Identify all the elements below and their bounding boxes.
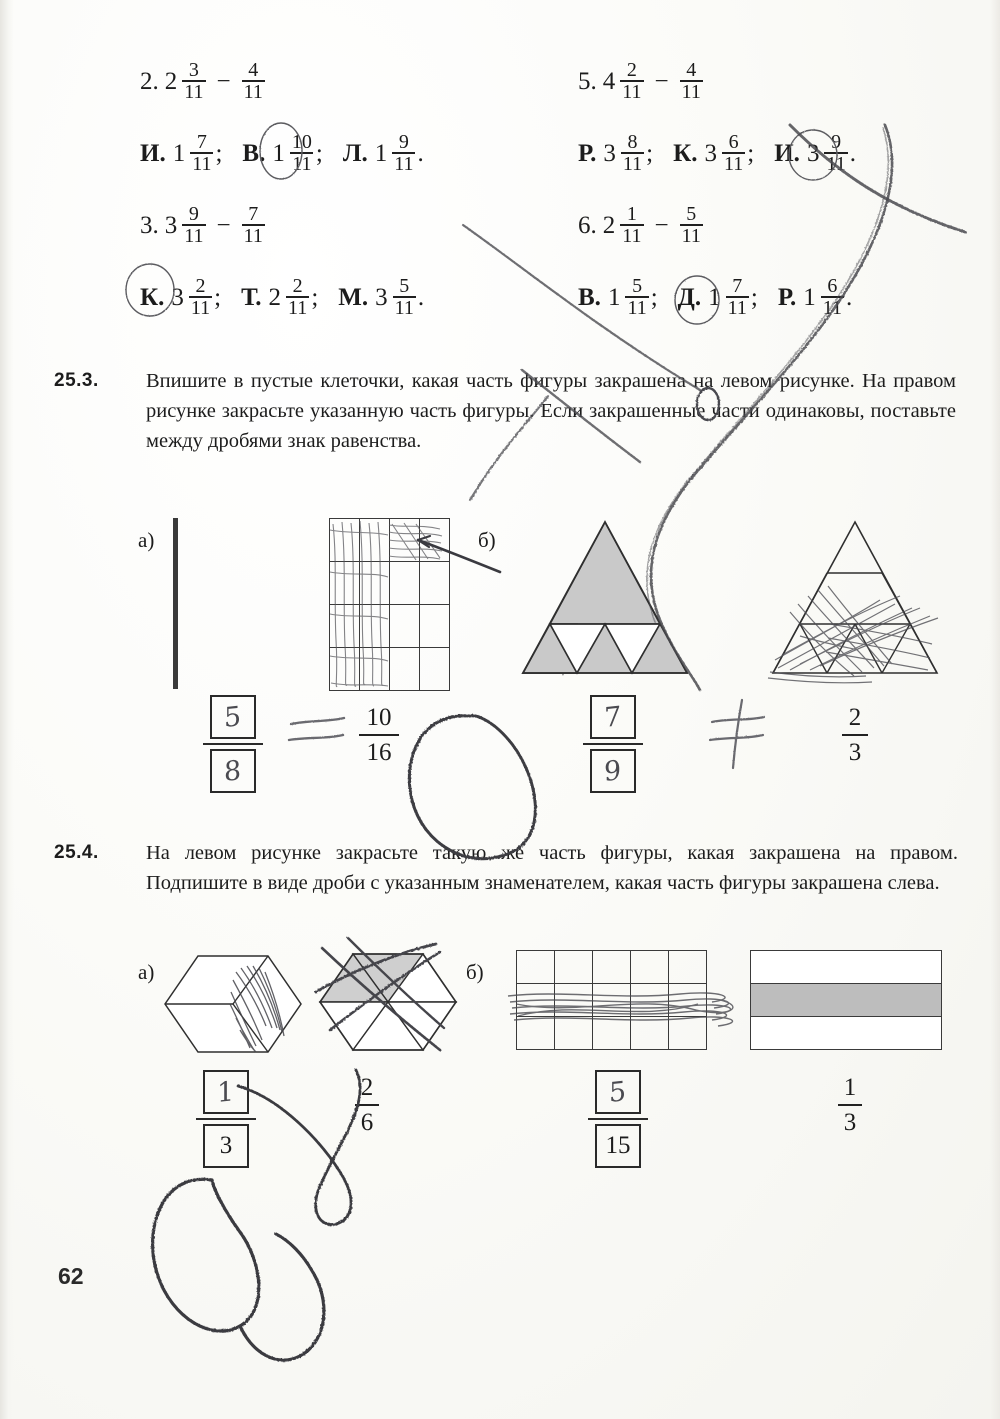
given-fraction-253a: 10 16 bbox=[352, 705, 406, 765]
part-label-b: б) bbox=[478, 528, 496, 552]
task-text: На левом рисунке закрасьте такую же часть фигуры, какая закрашена на правом. Подпишите в виде дроби с указанным знаменателем, какая часть фигуры закрашена слева. bbox=[146, 842, 958, 894]
minus-operator: − bbox=[654, 212, 669, 239]
answer-option[interactable]: И. 1 $\frac{7}{11}$ ; bbox=[140, 131, 223, 175]
answer-option[interactable]: Р. 3 $\frac{8}{11}$ ; bbox=[578, 131, 654, 175]
minus-operator: − bbox=[216, 68, 231, 95]
task-number: 25.3. bbox=[54, 370, 99, 391]
triangle-subdivided-shaded bbox=[505, 518, 705, 678]
exercise-column-right bbox=[578, 46, 1000, 334]
hexagon-triangles bbox=[318, 950, 458, 1058]
given-fraction-254a: 2 6 bbox=[345, 1075, 389, 1135]
mixed-number: 2 $\frac{1}{11}$ bbox=[602, 203, 642, 247]
fraction-bar bbox=[583, 743, 643, 745]
answer-option[interactable]: К. 3 $\frac{6}{11}$ ; bbox=[673, 131, 755, 175]
answer-option[interactable]: Т. 2 $\frac{2}{11}$ ; bbox=[241, 275, 319, 319]
answer-option[interactable]: В. 1 $\frac{5}{11}$ ; bbox=[578, 275, 658, 319]
exercise-answers bbox=[140, 118, 600, 190]
denominator-box[interactable]: 9 bbox=[590, 749, 636, 793]
mixed-number: 3 $\frac{9}{11}$ bbox=[164, 203, 204, 247]
fraction: $\frac{4}{11}$ bbox=[243, 59, 263, 103]
fraction: $\frac{3}{11}$ bbox=[184, 59, 204, 103]
top-exercises bbox=[0, 46, 1000, 336]
answer-option[interactable]: Л. 1 $\frac{9}{11}$ . bbox=[342, 131, 424, 175]
triangle-subdivided-empty[interactable] bbox=[755, 518, 955, 683]
answer-option-circled[interactable]: Д. 1 $\frac{7}{11}$ ; bbox=[677, 275, 758, 319]
band-table bbox=[750, 950, 942, 1050]
exercise-expression: 6. 2 $\frac{1}{11}$ − $\frac{5}{11}$ bbox=[578, 203, 701, 247]
exercise-expression: 5. 4 $\frac{2}{11}$ − $\frac{4}{11}$ bbox=[578, 59, 701, 103]
hexagon-rhombi[interactable] bbox=[163, 952, 303, 1057]
denominator-box[interactable]: 15 bbox=[595, 1124, 641, 1168]
part-label-a: а) bbox=[138, 960, 155, 984]
exercise-label: 2. bbox=[140, 68, 159, 95]
fraction-bar bbox=[203, 743, 263, 745]
exercise-expression bbox=[140, 46, 600, 118]
task-number: 25.4. bbox=[54, 842, 99, 863]
minus-operator: − bbox=[654, 68, 669, 95]
grid-4x2-shaded bbox=[173, 518, 178, 689]
exercise-expression: 3. 3 $\frac{9}{11}$ − $\frac{7}{11}$ bbox=[140, 203, 263, 247]
mixed-number: 4 $\frac{2}{11}$ bbox=[602, 59, 642, 103]
exercise-answers bbox=[140, 262, 600, 334]
exercise-label: 3. bbox=[140, 212, 159, 239]
exercise-answers bbox=[578, 118, 1000, 190]
answer-box-253b[interactable] bbox=[583, 695, 643, 793]
task-text: Впишите в пустые клеточки, какая часть фигуры закрашена на левом рисунке. На правом рисунке закрасьте указанную часть фигуры. Если закрашенные части одинаковы, поставьте между дробями знак равенства. bbox=[146, 370, 956, 452]
denominator-box[interactable]: 8 bbox=[210, 749, 256, 793]
mixed-number: 2 $\frac{3}{11}$ bbox=[164, 59, 204, 103]
task-25-3 bbox=[54, 366, 956, 456]
part-label-a: а) bbox=[138, 528, 155, 552]
part-label-b: б) bbox=[466, 960, 484, 984]
answer-option[interactable]: Р. 1 $\frac{6}{11}$ . bbox=[777, 275, 853, 319]
exercise-answers bbox=[578, 262, 1000, 334]
answer-box-253a[interactable] bbox=[203, 695, 263, 793]
grid-5x3-wrapper bbox=[516, 950, 707, 1050]
figure-253a-right bbox=[329, 518, 450, 691]
given-fraction-254b: 1 3 bbox=[828, 1075, 872, 1135]
grid-4x4-empty[interactable] bbox=[329, 518, 450, 691]
minus-operator: − bbox=[216, 212, 231, 239]
given-fraction-253b: 2 3 bbox=[830, 705, 880, 765]
denominator-box[interactable]: 3 bbox=[203, 1124, 249, 1168]
answer-box-254a[interactable] bbox=[196, 1070, 256, 1168]
answer-option-circled[interactable]: И. 3 $\frac{9}{11}$ . bbox=[774, 131, 856, 175]
task-25-4 bbox=[54, 838, 958, 898]
numerator-box[interactable]: 5 bbox=[210, 695, 256, 739]
exercise-label: 5. bbox=[578, 68, 597, 95]
numerator-box[interactable]: 1 bbox=[203, 1070, 249, 1114]
grid-5x3-empty[interactable] bbox=[516, 950, 707, 1050]
exercise-column-left bbox=[140, 46, 600, 334]
fraction-bar bbox=[196, 1118, 256, 1120]
numerator-box[interactable]: 5 bbox=[595, 1070, 641, 1114]
answer-option-circled[interactable]: В. 1 $\frac{10}{11}$ ; bbox=[242, 131, 323, 175]
fraction-bar bbox=[588, 1118, 648, 1120]
page-number: 62 bbox=[58, 1263, 84, 1289]
numerator-box[interactable]: 7 bbox=[590, 695, 636, 739]
answer-box-254b[interactable] bbox=[588, 1070, 648, 1168]
exercise-label: 6. bbox=[578, 212, 597, 239]
answer-option-circled[interactable]: К. 3 $\frac{2}{11}$ ; bbox=[140, 275, 222, 319]
rectangle-bands bbox=[750, 950, 942, 1050]
answer-option[interactable]: М. 3 $\frac{5}{11}$ . bbox=[338, 275, 425, 319]
